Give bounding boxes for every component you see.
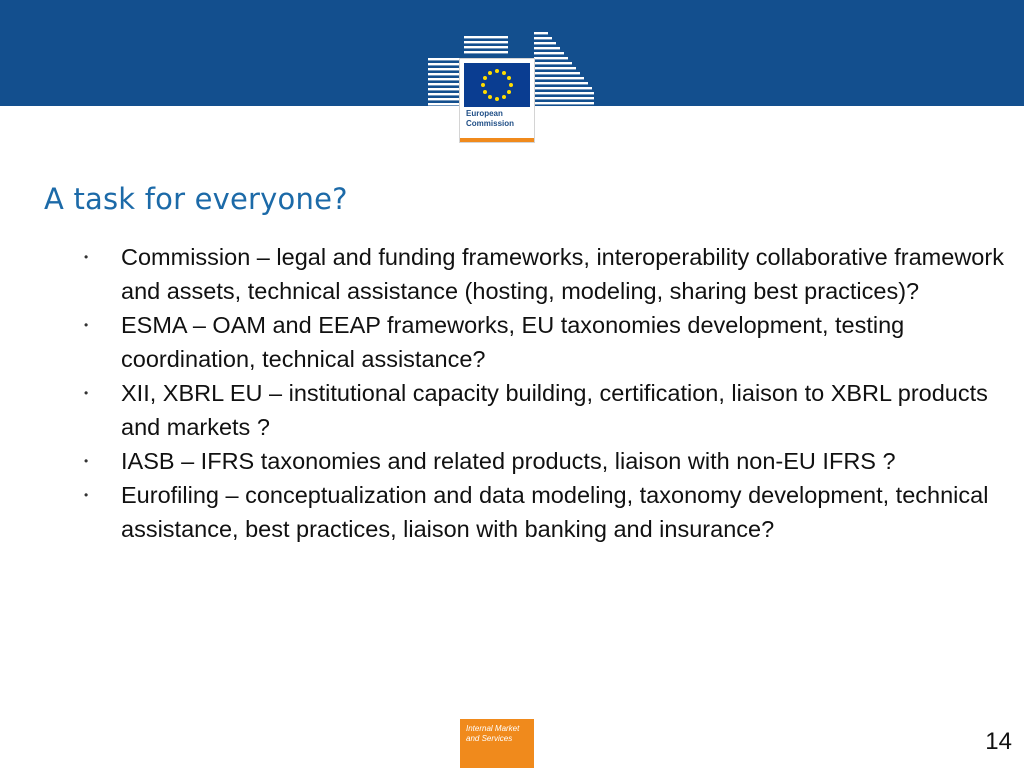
bullet-text: Eurofiling – conceptualization and data modeling, taxonomy development, technical assistance, best practices, liaison with banking and insurance? (121, 482, 989, 542)
bullet-dot-icon: • (84, 386, 89, 400)
bullet-dot-icon: • (84, 250, 89, 264)
bullet-dot-icon: • (84, 318, 89, 332)
bullet-list (84, 240, 1004, 546)
bullet-item (84, 444, 1004, 478)
logo-line-1: European (466, 109, 503, 118)
eu-flag-icon (464, 63, 530, 107)
logo-text (466, 109, 514, 129)
european-commission-logo (460, 59, 534, 142)
dg-line-1: Internal Market (466, 724, 520, 733)
logo-accent-bar (460, 138, 534, 142)
bullet-text: ESMA – OAM and EEAP frameworks, EU taxonomies development, testing coordination, technical assistance? (121, 312, 905, 372)
bullet-item (84, 308, 1004, 376)
bullet-item (84, 240, 1004, 308)
dg-market-logo (460, 719, 534, 768)
dg-line-2: and Services (466, 734, 513, 743)
bullet-text: XII, XBRL EU – institutional capacity building, certification, liaison to XBRL products and markets ? (121, 380, 988, 440)
bullet-dot-icon: • (84, 454, 89, 468)
bullet-text: Commission – legal and funding frameworks, interoperability collaborative framework and assets, technical assistance (hosting, modeling, sharing best practices)? (121, 244, 1004, 304)
page-number: 14 (985, 728, 1012, 755)
logo-line-2: Commission (466, 119, 515, 128)
bullet-dot-icon: • (84, 488, 89, 502)
slide-title: A task for everyone? (44, 182, 348, 216)
bullet-item (84, 376, 1004, 444)
bullet-text: IASB – IFRS taxonomies and related products, liaison with non-EU IFRS ? (121, 448, 896, 474)
bullet-item (84, 478, 1004, 546)
